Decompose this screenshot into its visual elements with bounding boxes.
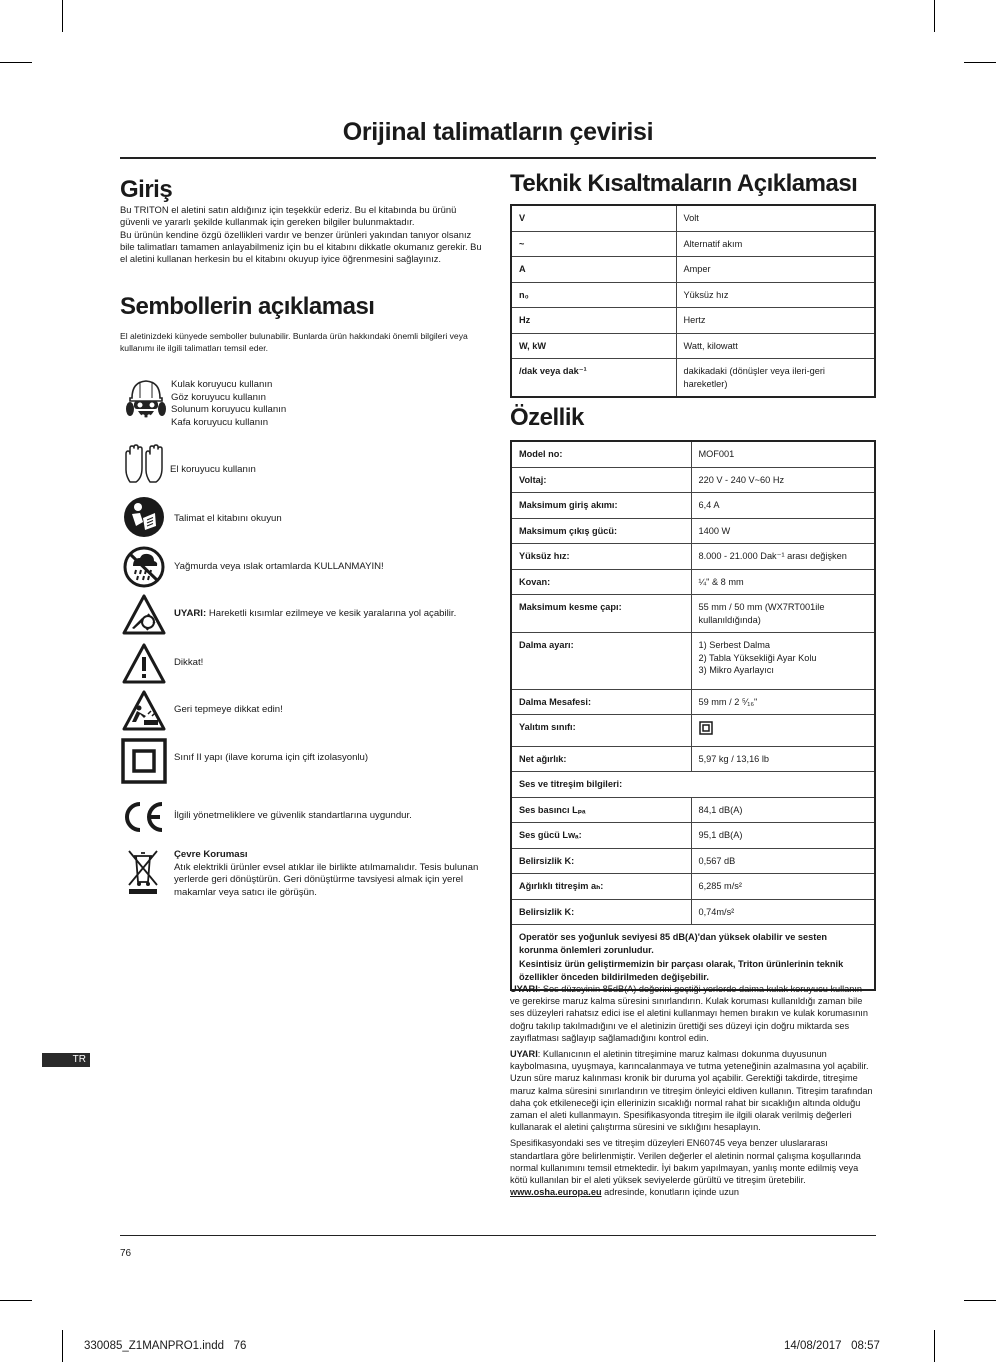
intro-paragraph-2: Bu ürünün kendine özgü özellikleri vardır ve benzer ürünleri yakından tanıyor olsanız bile talimatları tamamen anlayabilmeniz için bu el kitabını dikkatle okumanız gerekir. Bu el aletini kullanan herkesin bu el kitabını okuyup iyice öğrenmesini sağlayınız. (120, 228, 482, 265)
symbols-heading: Sembollerin açıklaması (120, 293, 375, 320)
abbreviations-heading: Teknik Kısaltmaların Açıklaması (510, 170, 858, 197)
rain-text: Yağmurda veya ıslak ortamlarda KULLANMAYIN! (174, 561, 384, 572)
spec-key: Yüksüz hız: (511, 544, 691, 570)
crop-mark (964, 62, 996, 63)
table-row (511, 823, 875, 849)
standards-text: Spesifikasyondaki ses ve titreşim düzeyleri EN60745 veya benzer uluslararası standartlara göre belirlenmiştir. Verilen değerler el aletinin normal çalışma koşullarında normal kullanımını temsil etmektedir. İyi bakım yapılmayan, yanlış monte edilmiş veya kötü kullanılan bir el aleti yüksek seviyelerde gürültü ve titreşim üretebilir. (510, 1138, 861, 1186)
crop-mark (934, 1330, 935, 1362)
crop-mark (934, 0, 935, 32)
footer-date: 14/08/2017 08:57 (784, 1340, 880, 1352)
warning-label: UYARI (510, 1049, 538, 1060)
spec-note-1: Operatör ses yoğunluk seviyesi 85 dB(A)'dan yüksek olabilir ve sesten korunma önlemleri zorunludur. (519, 932, 828, 955)
language-badge: TR (42, 1053, 90, 1067)
symbol-row-ppe (120, 378, 490, 428)
table-row (511, 205, 875, 231)
abbreviation-key: ~ (511, 231, 676, 257)
table-row (511, 772, 875, 798)
spec-notes (511, 925, 875, 991)
crop-mark (62, 1330, 63, 1362)
abbreviation-key: Hz (511, 308, 676, 334)
title-rule (120, 157, 876, 159)
crop-mark (964, 1300, 996, 1301)
symbol-row-kickback (120, 690, 490, 734)
spec-value: 1400 W (691, 518, 875, 544)
gloves-icon (122, 444, 166, 486)
symbol-row-manual (120, 496, 490, 540)
crop-mark (0, 62, 32, 63)
abbreviation-key: W, kW (511, 333, 676, 359)
footer-rule (120, 1235, 876, 1236)
ppe-line-respiratory: Solunum koruyucu kullanın (171, 404, 287, 415)
environment-text (174, 849, 488, 899)
spec-key: Kovan: (511, 569, 691, 595)
page-number: 76 (120, 1248, 132, 1259)
abbreviation-key: n₀ (511, 282, 676, 308)
moving-parts-description: Hareketli kısımlar ezilmeye ve kesik yaralarına yol açabilir. (208, 608, 457, 619)
plunge-option-3: 3) Mikro Ayarlayıcı (698, 665, 774, 675)
class-ii-icon (121, 738, 167, 784)
moving-parts-warning-icon (122, 594, 166, 636)
ppe-line-head: Kafa koruyucu kullanın (171, 416, 269, 428)
abbreviations-table (510, 204, 876, 398)
abbreviation-value: dakikadaki (dönüşler veya ileri-geri hareketler) (676, 359, 875, 398)
table-row (511, 874, 875, 900)
environment-title: Çevre Koruması (174, 849, 248, 860)
table-row (511, 633, 875, 690)
table-row (511, 467, 875, 493)
spec-value: 95,1 dB(A) (691, 823, 875, 849)
intro-text (120, 204, 488, 265)
table-row (511, 359, 875, 398)
table-row (511, 715, 875, 747)
ppe-line-eye: Göz koruyucu kullanın (171, 391, 266, 403)
footer-file-name: 330085_Z1MANPRO1.indd 76 (84, 1340, 247, 1352)
spec-key: Ses basıncı Lₚₐ (511, 797, 691, 823)
abbreviation-value: Watt, kilowatt (676, 333, 875, 359)
spec-section-header: Ses ve titreşim bilgileri: (511, 772, 875, 798)
warning-vibration-text: : Kullanıcının el aletinin titreşimine maruz kalması dokunma duyusunun kaybolmasına, uyuşmaya, karıncalanmaya ve tutma yeteneğinin azalmasına yol açabilir. Uzun süre maruz kalınması kronik bir duruma yol açabilir. Gerektiği takdirde, titreşime maruz kalma süresini sınırlandırın ve titreşim önleyici eldiven kullanın. Titreşim tarafından daha çok etkileneceği için ellerinizin sıcaklığı normal rahat bir sıcaklığın altında olduğu zaman el aleti kullanmayın. Spesifikasyonda titreşim ile ilgili olarak verilmiş değerleri kullanarak el aletini çalıştırma süresini ve sıklığını hesaplayın. (510, 1049, 873, 1133)
standards-paragraph (510, 1137, 874, 1198)
warning-vibration (510, 1048, 874, 1133)
warnings-text (510, 983, 874, 1202)
spec-key: Maksimum kesme çapı: (511, 595, 691, 633)
spec-value: ¼" & 8 mm (691, 569, 875, 595)
spec-value: 5,97 kg / 13,16 lb (691, 746, 875, 772)
crop-mark (0, 1300, 32, 1301)
spec-key: Net ağırlık: (511, 746, 691, 772)
ce-mark-icon (122, 800, 166, 834)
abbreviation-value: Volt (676, 205, 875, 231)
spec-key: Maksimum çıkış gücü: (511, 518, 691, 544)
warning-label: UYARI (510, 984, 538, 994)
table-row (511, 899, 875, 925)
page-title: Orijinal talimatların çevirisi (342, 118, 654, 146)
spec-key: Yalıtım sınıfı: (511, 715, 691, 747)
spec-key: Dalma Mesafesi: (511, 689, 691, 715)
spec-key: Ses gücü Lwₐ: (511, 823, 691, 849)
table-row (511, 797, 875, 823)
table-row (511, 441, 875, 467)
warning-noise-text: : Ses düzeyinin 85dB(A) değerini geçtiği yerlerde daima kulak koruyucu kullanın ve gerekirse maruz kalma süresini sınırlandırın. Kulak koruması kullanıldığı zaman bile ses düzeyleri rahatsız edici ise el aletini kullanmayı hemen bırakın ve kulak korumasının doğru takılıp takılmadığını ve el aletinizin ürettiği ses düzeyi için doğru miktarda ses zayıflatması sağlayıp sağlamadığını kontrol edin. (510, 984, 868, 1043)
abbreviation-key: /dak veya dak⁻¹ (511, 359, 676, 398)
spec-value: 0,567 dB (691, 848, 875, 874)
spec-value: 55 mm / 50 mm (WX7RT001ile kullanıldığında) (691, 595, 875, 633)
table-row (511, 257, 875, 283)
table-row (511, 925, 875, 991)
symbol-row-environment (120, 848, 490, 900)
spec-key: Belirsizlik K: (511, 899, 691, 925)
kickback-text: Geri tepmeye dikkat edin! (174, 704, 283, 715)
ppe-text (171, 379, 286, 429)
symbol-row-ce (120, 800, 490, 840)
plunge-option-1: 1) Serbest Dalma (698, 640, 770, 650)
osha-link[interactable]: www.osha.europa.eu (510, 1187, 602, 1198)
manual-text: Talimat el kitabını okuyun (174, 513, 282, 524)
abbreviation-key: A (511, 257, 676, 283)
ce-text: İlgili yönetmeliklere ve güvenlik standartlarına uygundur. (174, 810, 412, 821)
spec-key: Model no: (511, 441, 691, 467)
spec-value: 0,74m/s² (691, 899, 875, 925)
table-row (511, 544, 875, 570)
symbol-row-moving-parts (120, 594, 490, 638)
gloves-text: El koruyucu kullanın (170, 464, 256, 475)
table-row (511, 746, 875, 772)
table-row (511, 333, 875, 359)
symbol-row-class2 (120, 738, 490, 786)
abbreviation-value: Amper (676, 257, 875, 283)
spec-note-2: Kesintisiz ürün geliştirmemizin bir parçası olarak, Triton ürünlerinin teknik özellikler önceden bildirilmeden değişebilir. (519, 959, 844, 982)
specs-table (510, 440, 876, 991)
table-row (511, 231, 875, 257)
caution-icon (122, 643, 166, 685)
table-row (511, 308, 875, 334)
table-row (511, 848, 875, 874)
intro-heading: Giriş (120, 176, 173, 203)
table-row (511, 493, 875, 519)
intro-paragraph-1: Bu TRITON el aletini satın aldığınız için teşekkür ederiz. Bu el kitabında bu ürünü güvenli ve yararlı şekilde kullanmak için gereken bilgiler bulunmaktadır. (120, 204, 457, 228)
spec-key: Belirsizlik K: (511, 848, 691, 874)
symbol-row-caution (120, 643, 490, 687)
abbreviation-key: V (511, 205, 676, 231)
spec-value (691, 633, 875, 690)
symbol-row-gloves (120, 444, 490, 490)
table-row (511, 689, 875, 715)
moving-parts-text (174, 608, 456, 621)
abbreviation-value: Yüksüz hız (676, 282, 875, 308)
table-row (511, 569, 875, 595)
spec-key: Dalma ayarı: (511, 633, 691, 690)
table-row (511, 595, 875, 633)
spec-value: 84,1 dB(A) (691, 797, 875, 823)
symbols-intro: El aletinizdeki künyede semboller bulunabilir. Bunlarda ürün hakkındaki önemli bilgileri veya kullanımı ile ilgili talimatları temsil eder. (120, 331, 468, 353)
warning-noise (510, 983, 874, 1044)
kickback-icon (122, 690, 166, 732)
spec-value: 59 mm / 2 ⁵⁄₁₆" (691, 689, 875, 715)
plunge-option-2: 2) Tabla Yüksekliği Ayar Kolu (698, 652, 817, 663)
moving-parts-label: UYARI: (174, 608, 207, 619)
table-row (511, 518, 875, 544)
spec-key: Ağırlıklı titreşim aₕ: (511, 874, 691, 900)
spec-key: Maksimum giriş akımı: (511, 493, 691, 519)
read-manual-icon (123, 496, 165, 538)
spec-value: 220 V - 240 V~60 Hz (691, 467, 875, 493)
environment-description: Atık elektrikli ürünler evsel atıklar ile birlikte atılmamalıdır. Tesis bulunan yerlerde geri dönüştürün. Geri dönüştürme tavsiyesi almak için yerel makamlar veya satıcı ile görüşün. (174, 861, 479, 898)
abbreviation-value: Alternatif akım (676, 231, 875, 257)
caution-text: Dikkat! (174, 657, 204, 668)
spec-value (691, 715, 875, 747)
class-ii-icon (699, 721, 713, 735)
table-row (511, 282, 875, 308)
spec-value: MOF001 (691, 441, 875, 467)
class2-text: Sınıf II yapı (ilave koruma için çift izolasyonlu) (174, 752, 369, 763)
spec-value: 8.000 - 21.000 Dak⁻¹ arası değişken (691, 544, 875, 570)
standards-text-tail: adresinde, konutların içinde uzun (601, 1187, 739, 1198)
weee-bin-icon (126, 848, 160, 896)
ppe-line-ear: Kulak koruyucu kullanın (171, 379, 273, 390)
spec-value: 6,285 m/s² (691, 874, 875, 900)
crop-mark (62, 0, 63, 32)
symbol-row-rain (120, 546, 490, 590)
no-rain-icon (123, 546, 165, 588)
specs-heading: Özellik (510, 404, 584, 431)
abbreviation-value: Hertz (676, 308, 875, 334)
ppe-icon (126, 378, 166, 424)
spec-key: Voltaj: (511, 467, 691, 493)
spec-value: 6,4 A (691, 493, 875, 519)
